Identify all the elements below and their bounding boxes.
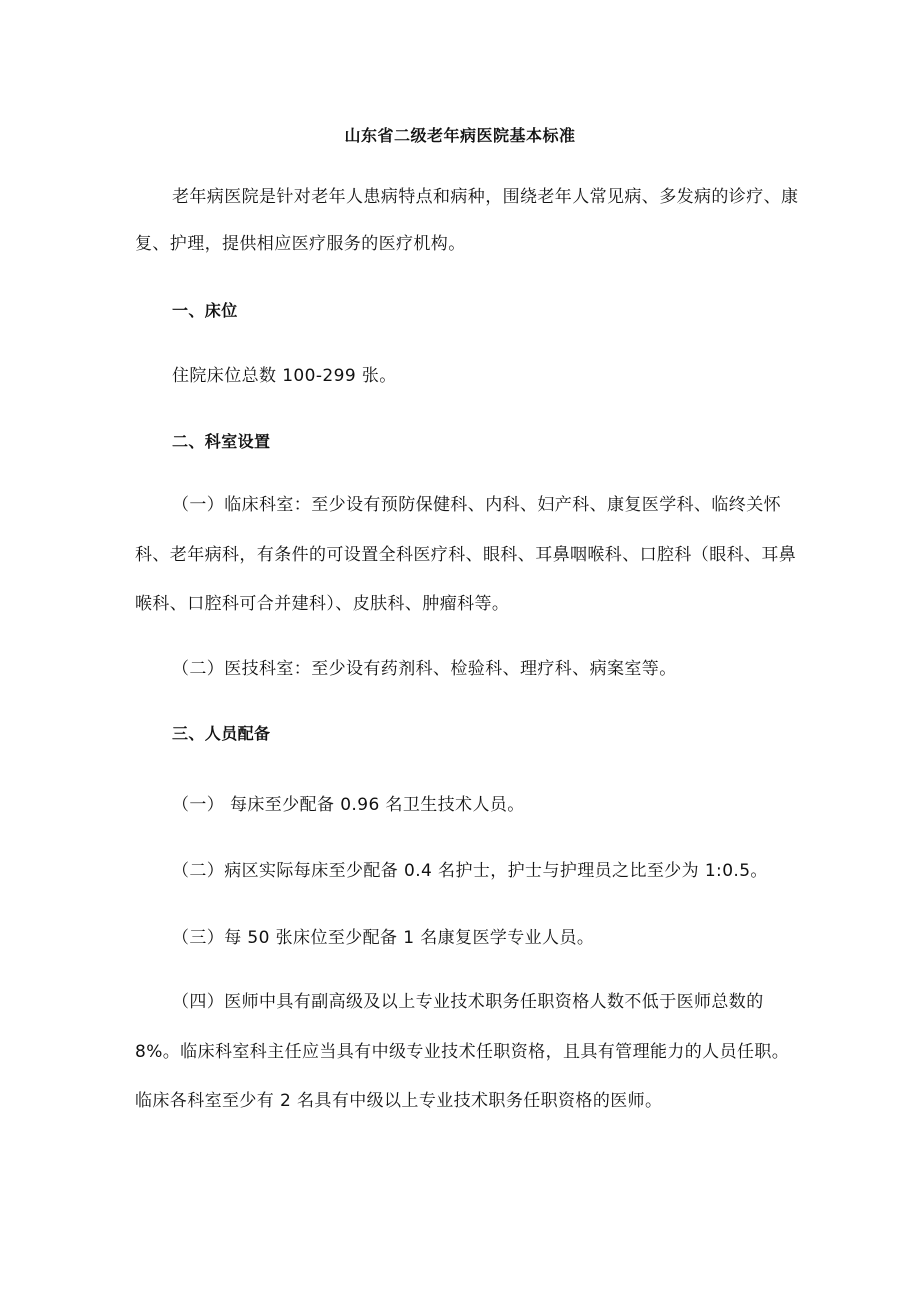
section-2-heading: 二、科室设置 (172, 432, 271, 451)
section-3-item-3: （三）每 50 张床位至少配备 1 名康复医学专业人员。 (172, 928, 595, 948)
section-2-item-1-line-3: 喉科、口腔科可合并建科）、皮肤科、肿瘤科等。 (135, 594, 510, 614)
section-3-heading: 三、人员配备 (172, 724, 271, 743)
section-1-text: 住院床位总数 100-299 张。 (172, 366, 397, 386)
section-2-item-1-line-1: （一）临床科室：至少设有预防保健科、内科、妇产科、康复医学科、临终关怀 (172, 495, 781, 515)
section-3-item-2: （二）病区实际每床至少配备 0.4 名护士，护士与护理员之比至少为 1:0.5。 (172, 861, 768, 881)
section-3-item-4-line-3: 临床各科室至少有 2 名具有中级以上专业技术职务任职资格的医师。 (135, 1091, 663, 1111)
document-title: 山东省二级老年病医院基本标准 (344, 126, 576, 145)
section-2-item-1-line-2: 科、老年病科，有条件的可设置全科医疗科、眼科、耳鼻咽喉科、口腔科（眼科、耳鼻 (135, 545, 797, 565)
intro-line-1: 老年病医院是针对老年人患病特点和病种，围绕老年人常见病、多发病的诊疗、康 (172, 187, 799, 207)
section-3-item-4-line-1: （四）医师中具有副高级及以上专业技术职务任职资格人数不低于医师总数的 (172, 992, 764, 1012)
section-1-heading: 一、床位 (172, 301, 238, 320)
intro-line-2: 复、护理，提供相应医疗服务的医疗机构。 (135, 234, 466, 254)
section-3-item-1: （一） 每床至少配备 0.96 名卫生技术人员。 (172, 795, 525, 815)
section-3-item-4-line-2: 8%。临床科室科主任应当具有中级专业技术任职资格，且具有管理能力的人员任职。 (135, 1042, 790, 1062)
section-2-item-2: （二）医技科室：至少设有药剂科、检验科、理疗科、病案室等。 (172, 659, 677, 679)
